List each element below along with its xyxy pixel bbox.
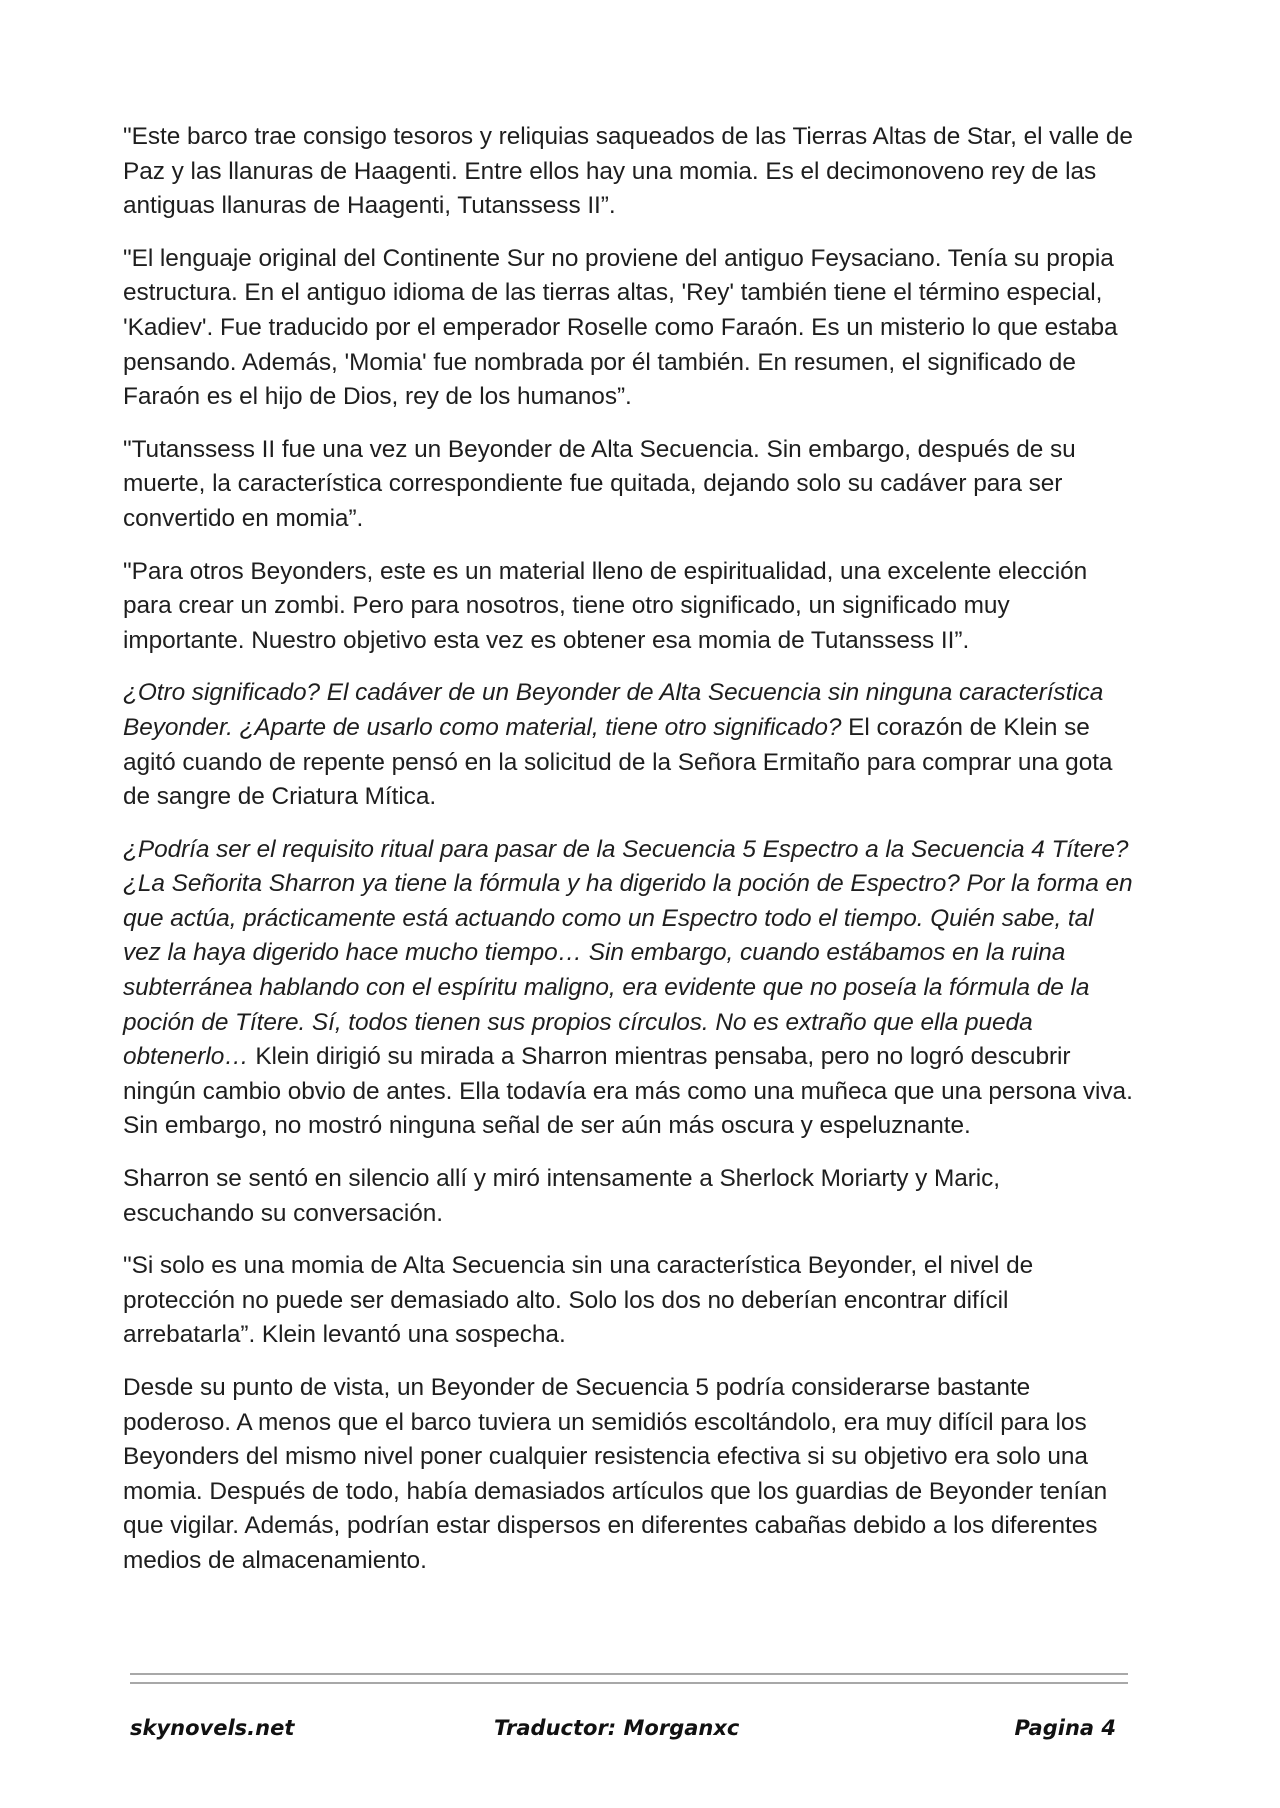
paragraph-text: Desde su punto de vista, un Beyonder de Secuencia 5 podría considerarse bastante poderoso. A menos que el barco tuviera un semidiós escoltándolo, era muy difícil para los Beyonders del mismo nivel poner cualquier resistencia efectiva si su objetivo era solo una momia. Después de todo, había demasiados artículos que los guardias de Beyonder tenían que vigilar. Además, podrían estar dispersos en diferentes cabañas debido a los diferentes medios de almacenamiento. xyxy=(123,1374,1108,1574)
paragraph-text: Klein dirigió su mirada a Sharron mientras pensaba, pero no logró descubrir ningún cambio obvio de antes. Ella todavía era más como una muñeca que una persona viva. Sin embargo, no mostró ninguna señal de ser aún más oscura y espeluznante. xyxy=(123,1043,1133,1140)
footer-page-number: Pagina 4 xyxy=(1014,1716,1116,1740)
paragraph xyxy=(123,1162,1133,1231)
paragraph-text: "Si solo es una momia de Alta Secuencia sin una característica Beyonder, el nivel de protección no puede ser demasiado alto. Solo los dos no deberían encontrar difícil arrebatarla”. Klein levantó una sospecha. xyxy=(123,1252,1034,1349)
paragraph xyxy=(123,1371,1133,1579)
paragraph xyxy=(123,833,1133,1144)
paragraph xyxy=(123,676,1133,814)
paragraph-text: "Tutanssess II fue una vez un Beyonder de Alta Secuencia. Sin embargo, después de su muerte, la característica correspondiente fue quitada, dejando solo su cadáver para ser convertido en momia”. xyxy=(123,435,1076,532)
paragraph-text: "Para otros Beyonders, este es un material lleno de espiritualidad, una excelente elección para crear un zombi. Pero para nosotros, tiene otro significado, un significado muy importante. Nuestro objetivo esta vez es obtener esa momia de Tutanssess II”. xyxy=(123,557,1088,654)
footer-divider-bottom xyxy=(130,1682,1128,1684)
paragraph-text: "El lenguaje original del Continente Sur no proviene del antiguo Feysaciano. Tenía su propia estructura. En el antiguo idioma de las tierras altas, 'Rey' también tiene el término especial, 'Kadiev'. Fue traducido por el emperador Roselle como Faraón. Es un misterio lo que estaba pensando. Además, 'Momia' fue nombrada por él también. En resumen, el significado de Faraón es el hijo de Dios, rey de los humanos”. xyxy=(123,244,1118,411)
paragraph-text: Sharron se sentó en silencio allí y miró intensamente a Sherlock Moriarty y Maric, escuchando su conversación. xyxy=(123,1165,1001,1227)
paragraph xyxy=(123,433,1133,537)
paragraph xyxy=(123,555,1133,659)
page-footer xyxy=(130,1716,1128,1750)
inner-thought-text: ¿Podría ser el requisito ritual para pasar de la Secuencia 5 Espectro a la Secuencia 4 Títere? ¿La Señorita Sharron ya tiene la fórmula y ha digerido la poción de Espectro? Por la forma en que actúa, prácticamente está actuando como un Espectro todo el tiempo. Quién sabe, tal vez la haya digerido hace mucho tiempo… Sin embargo, cuando estábamos en la ruina subterránea hablando con el espíritu maligno, era evidente que no poseía la fórmula de la poción de Títere. Sí, todos tienen sus propios círculos. No es extraño que ella pueda obtenerlo… xyxy=(123,835,1133,1071)
paragraph xyxy=(123,1249,1133,1353)
inner-thought-text: ¿Otro significado? El cadáver de un Beyonder de Alta Secuencia sin ninguna característica Beyonder. ¿Aparte de usarlo como material, tiene otro significado? xyxy=(123,679,1104,741)
page-body xyxy=(123,120,1133,1597)
paragraph-text: "Este barco trae consigo tesoros y reliquias saqueados de las Tierras Altas de Star, el valle de Paz y las llanuras de Haagenti. Entre ellos hay una momia. Es el decimonoveno rey de las antiguas llanuras de Haagenti, Tutanssess II”. xyxy=(123,123,1133,220)
paragraph-text: El corazón de Klein se agitó cuando de repente pensó en la solicitud de la Señora Ermitaño para comprar una gota de sangre de Criatura Mítica. xyxy=(123,713,1113,811)
footer-divider-top xyxy=(130,1673,1128,1675)
footer-translator: Traductor: Morganxc xyxy=(494,1716,740,1740)
paragraph xyxy=(123,242,1133,415)
paragraph xyxy=(123,120,1133,224)
footer-site: skynovels.net xyxy=(130,1716,295,1740)
